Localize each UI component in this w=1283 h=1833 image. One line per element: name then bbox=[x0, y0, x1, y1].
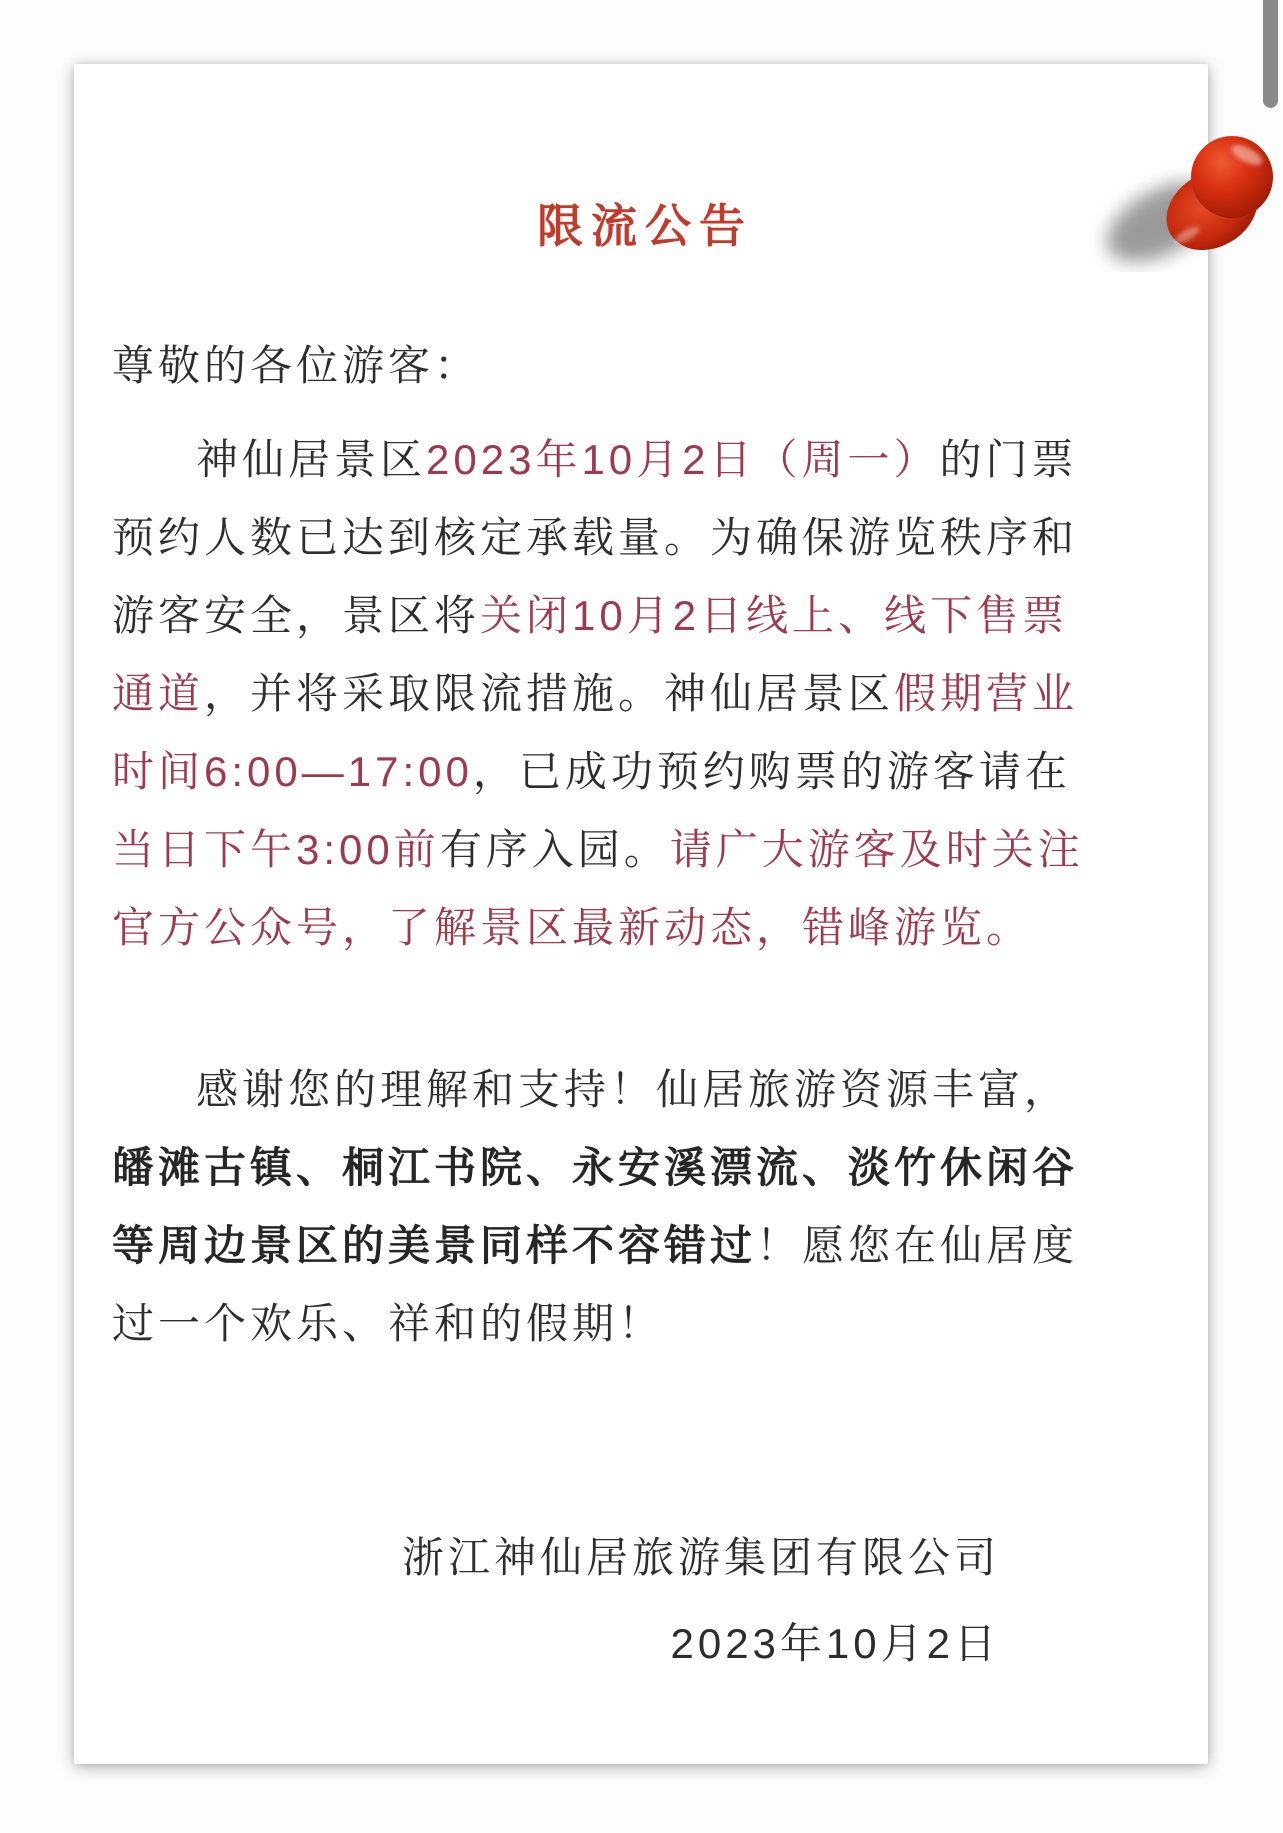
text-run-normal: 的门票预约人数已达到核定承载量。为确保游览秩序和游客安全，景区将 bbox=[112, 436, 1079, 639]
notice-content bbox=[74, 64, 1208, 1687]
greeting-line: 尊敬的各位游客： bbox=[112, 342, 481, 389]
text-run-accent: 2023年10月2日（周一） bbox=[426, 436, 940, 483]
pushpin-icon bbox=[1084, 122, 1283, 272]
text-run-accent: 假期营业时间6:00—17:00 bbox=[112, 670, 1079, 795]
signature-company: 浙江神仙居旅游集团有限公司 bbox=[401, 1534, 1000, 1581]
text-run-accent: 请广大游客及时关注官方公众号，了解景区最新动态，错峰游览。 bbox=[112, 826, 1084, 951]
notice-card bbox=[74, 64, 1208, 1764]
text-run-accent: 关闭10月2日线上、线下售票通道 bbox=[112, 592, 1069, 717]
scrollbar-thumb[interactable] bbox=[1263, 0, 1278, 108]
paragraph-restriction bbox=[112, 421, 1102, 967]
text-run-normal: ！愿您在仙居度过一个欢乐、祥和的假期！ bbox=[112, 1222, 1079, 1347]
text-run-normal: 有序入园。 bbox=[439, 826, 670, 873]
text-run-accent: 当日下午3:00前 bbox=[112, 826, 440, 873]
text-run-normal: 感谢您的理解和支持！仙居旅游资源丰富， bbox=[196, 1066, 1071, 1113]
notice-title: 限流公告 bbox=[537, 200, 753, 252]
text-run-bold: 皤滩古镇、桐江书院、永安溪漂流、淡竹休闲谷等周边景区的美景同样不容错过 bbox=[112, 1144, 1079, 1269]
text-run-normal: 神仙居景区 bbox=[196, 436, 427, 483]
signature-date: 2023年10月2日 bbox=[670, 1620, 1000, 1667]
footer-block bbox=[112, 1515, 1102, 1687]
text-run-normal: ，已成功预约购票的游客请在 bbox=[472, 748, 1071, 795]
paragraph-thanks bbox=[112, 1051, 1102, 1363]
text-run-normal: ，并将采取限流措施。神仙居景区 bbox=[204, 670, 895, 717]
